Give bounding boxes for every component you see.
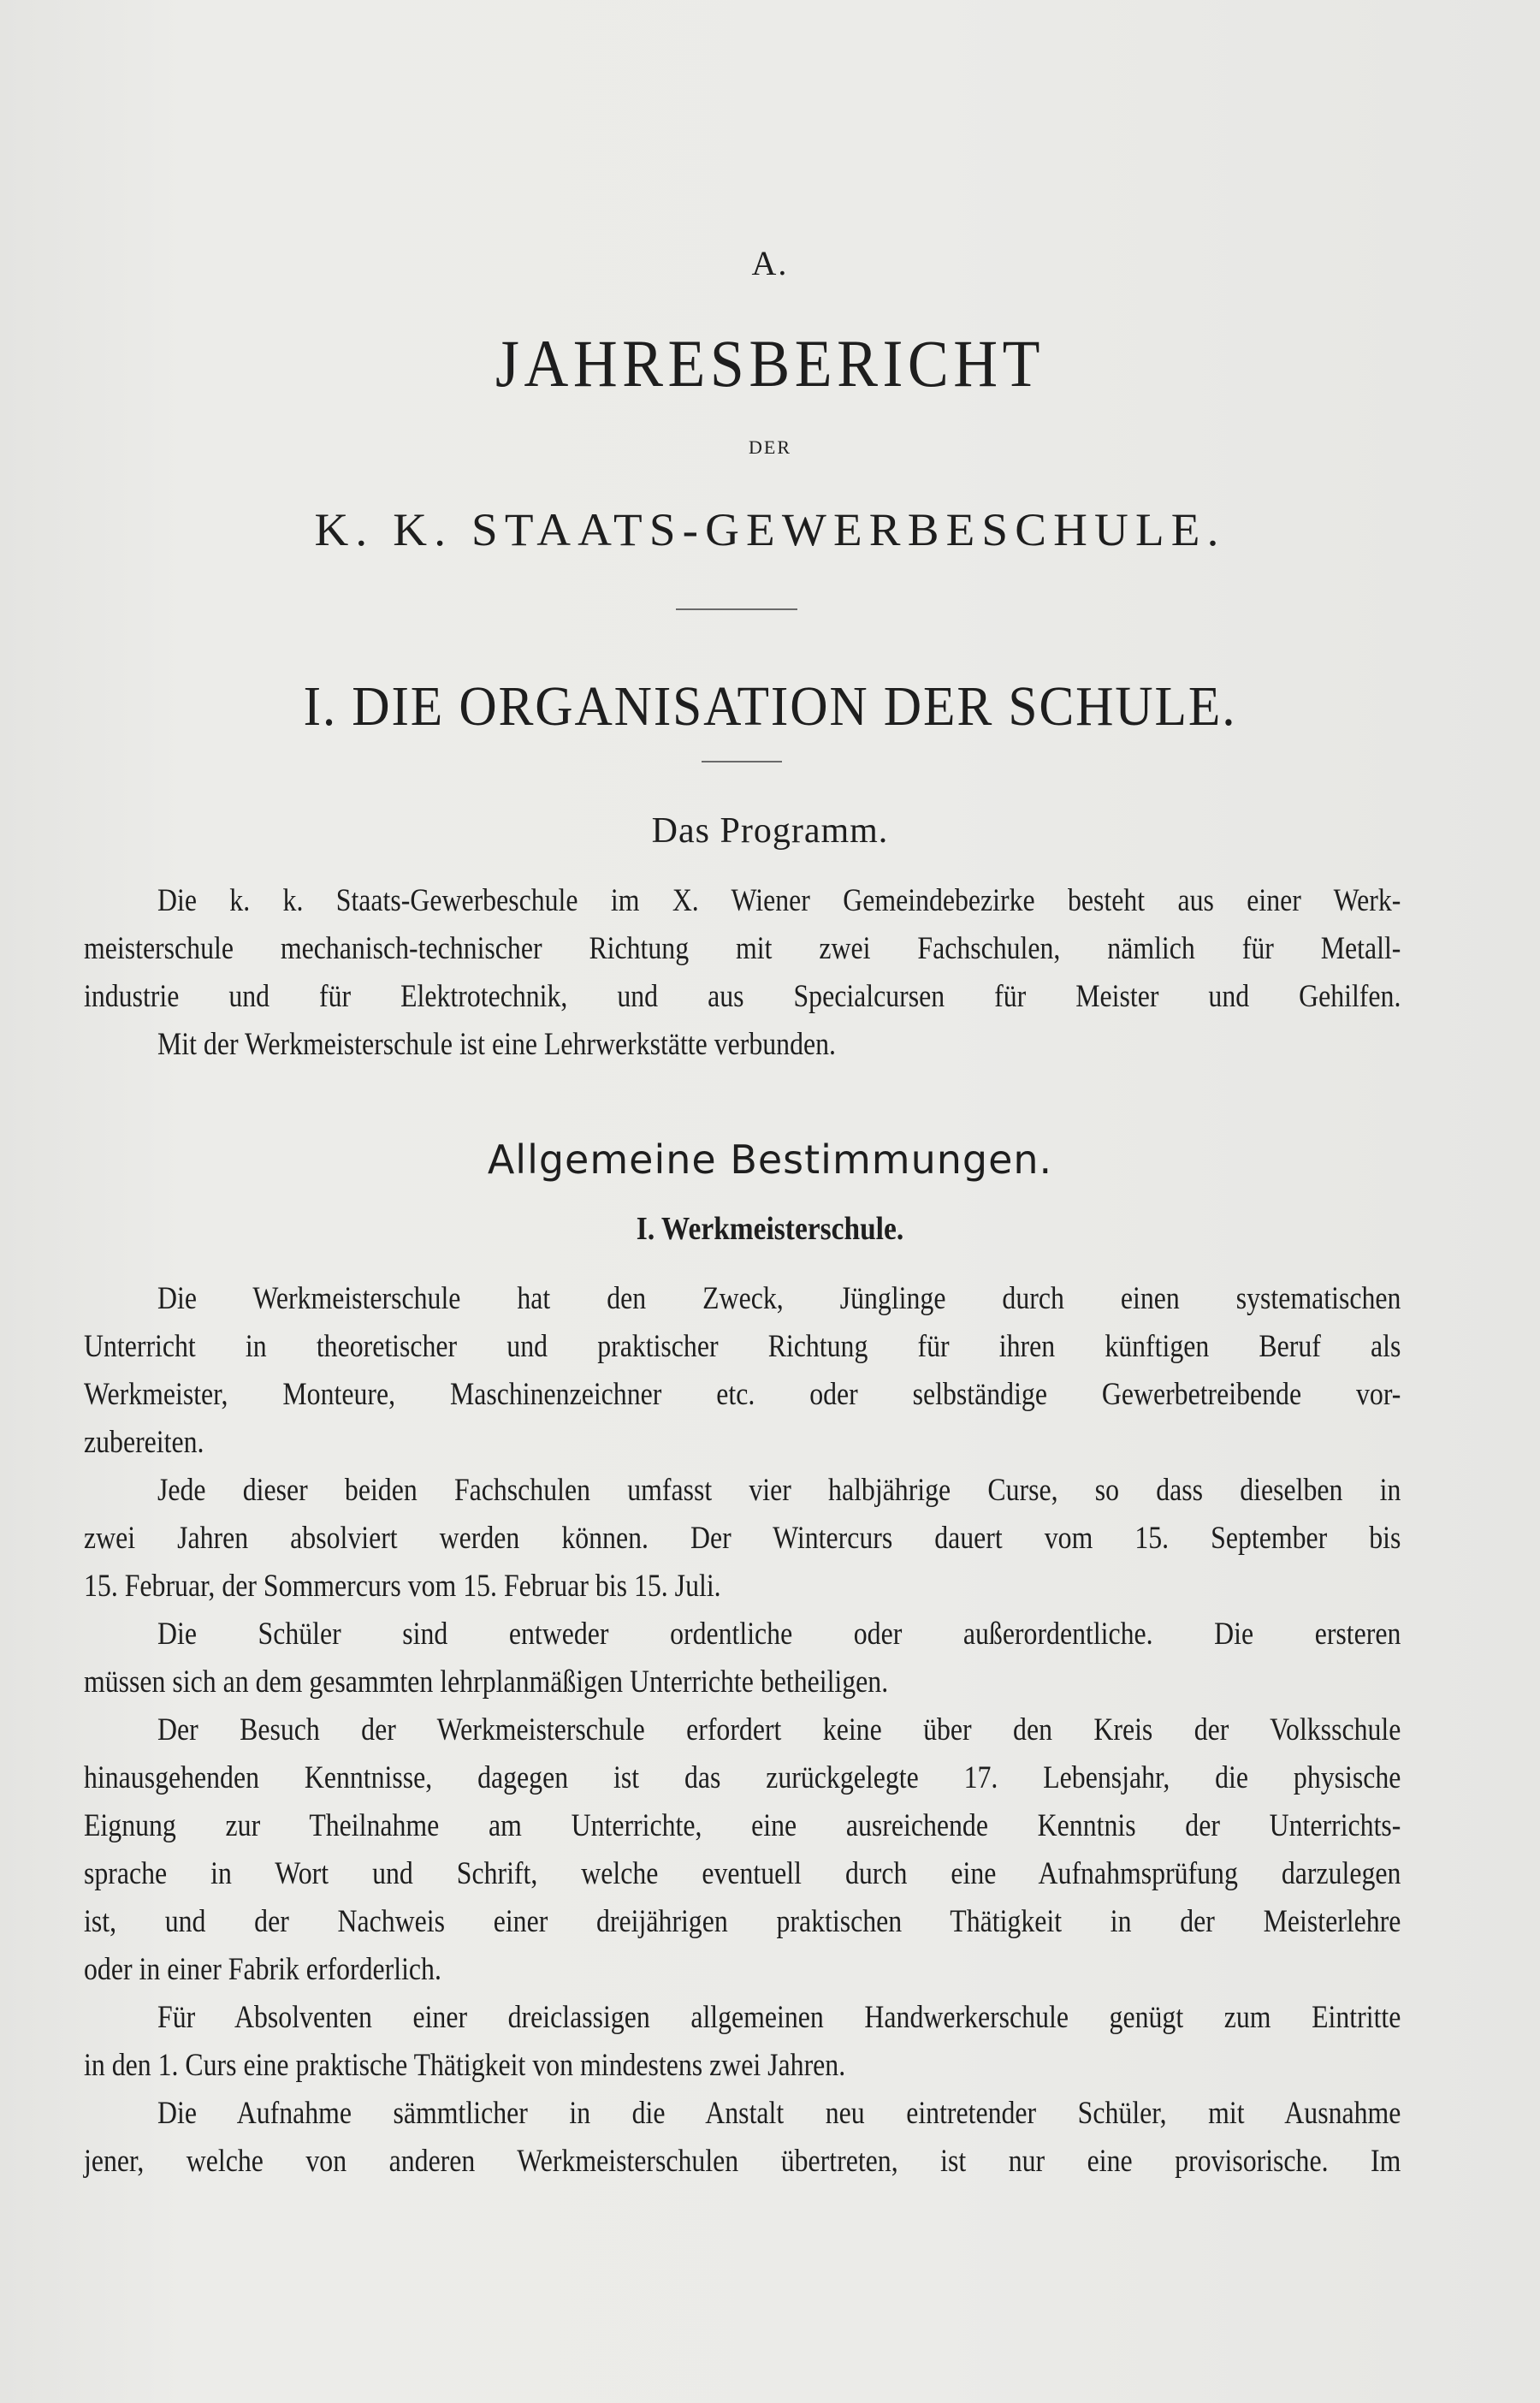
- school-name: K. K. STAATS-GEWERBESCHULE.: [314, 504, 1226, 555]
- bestimmungen-heading: Allgemeine Bestimmungen.: [487, 1136, 1053, 1183]
- programm-paragraph: [84, 877, 1401, 1069]
- text-line: industrie und für Elektrotechnik, und aus Specialcursen für Meister und Gehilfen.: [84, 979, 1401, 1014]
- text-line: Die Schüler sind entweder ordentliche oder außerordentliche. Die ersteren: [157, 1617, 1401, 1652]
- section-letter: A.: [751, 244, 789, 282]
- text-line: Werkmeister, Monteure, Maschinenzeichner etc. oder selbständige Gewerbetreibende vor-: [84, 1377, 1401, 1412]
- section-heading: I. DIE ORGANISATION DER SCHULE.: [303, 675, 1237, 738]
- text-line: Jede dieser beiden Fachschulen umfasst vier halbjährige Curse, so dass dieselben in: [157, 1473, 1401, 1508]
- text-line: in den 1. Curs eine praktische Thätigkeit von mindestens zwei Jahren.: [84, 2048, 846, 2083]
- werkmeisterschule-subheading: I. Werkmeisterschule.: [636, 1211, 904, 1247]
- text-line: jener, welche von anderen Werkmeisterschulen übertreten, ist nur eine provisorische. Im: [84, 2144, 1401, 2179]
- text-line: Für Absolventen einer dreiclassigen allgemeinen Handwerkerschule genügt zum Eintritte: [157, 2000, 1401, 2035]
- text-line: sprache in Wort und Schrift, welche eventuell durch eine Aufnahmsprüfung darzulegen: [84, 1856, 1401, 1891]
- text-line: müssen sich an dem gesammten lehrplanmäßigen Unterrichte betheiligen.: [84, 1664, 889, 1700]
- divider-rule: [702, 761, 782, 762]
- text-line: Die k. k. Staats-Gewerbeschule im X. Wiener Gemeindebezirke besteht aus einer Werk-: [157, 883, 1401, 918]
- text-line: oder in einer Fabrik erforderlich.: [84, 1952, 441, 1987]
- text-line: meisterschule mechanisch-technischer Richtung mit zwei Fachschulen, nämlich für Metall-: [84, 931, 1401, 966]
- programm-heading: Das Programm.: [651, 811, 889, 851]
- report-title: JAHRESBERICHT: [495, 326, 1045, 400]
- text-line: 15. Februar, der Sommercurs vom 15. Februar bis 15. Juli.: [84, 1569, 721, 1604]
- text-line: ist, und der Nachweis einer dreijährigen praktischen Thätigkeit in der Meisterlehre: [84, 1904, 1401, 1939]
- divider-rule: [676, 608, 797, 610]
- text-line: zubereiten.: [84, 1425, 204, 1460]
- bestimmungen-body: [84, 1275, 1401, 2186]
- text-line: zwei Jahren absolviert werden können. Der Wintercurs dauert vom 15. September bis: [84, 1521, 1401, 1556]
- text-line: Mit der Werkmeisterschule ist eine Lehrwerkstätte verbunden.: [157, 1027, 836, 1062]
- text-line: Die Aufnahme sämmtlicher in die Anstalt neu eintretender Schüler, mit Ausnahme: [157, 2096, 1401, 2131]
- text-line: hinausgehenden Kenntnisse, dagegen ist das zurückgelegte 17. Lebensjahr, die physische: [84, 1760, 1401, 1795]
- text-line: Eignung zur Theilnahme am Unterrichte, eine ausreichende Kenntnis der Unterrichts-: [84, 1808, 1401, 1843]
- article-der: DER: [749, 436, 791, 458]
- text-line: Unterricht in theoretischer und praktischer Richtung für ihren künftigen Beruf als: [84, 1329, 1401, 1364]
- text-line: Die Werkmeisterschule hat den Zweck, Jünglinge durch einen systematischen: [157, 1281, 1401, 1316]
- text-line: Der Besuch der Werkmeisterschule erfordert keine über den Kreis der Volksschule: [157, 1712, 1401, 1747]
